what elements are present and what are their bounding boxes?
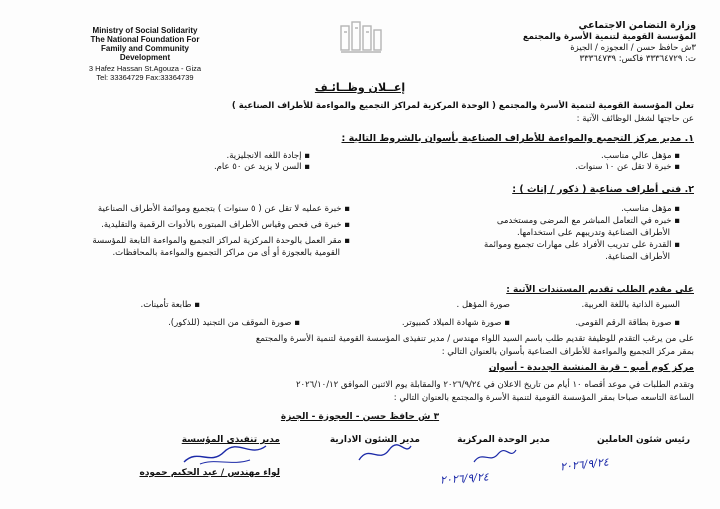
list-item: ▪ السن لا يزيد عن ٥٠ عام. xyxy=(214,162,310,173)
list-item: ▪ خبرة عمليه لا تقل عن ( ٥ سنوات ) بتجميع وموائمة الأطراف الصناعية xyxy=(92,203,350,215)
list-item: ▪ مقر العمل بالوحدة المركزية لمراكز التجميع والمواءمة التابعة للمؤسسة xyxy=(92,235,350,247)
docs-row2-c1: ▪ صورة بطاقة الرقم القومى. xyxy=(575,318,680,329)
list-item-cont: القومية بالعجوزة أو أى من مراكز التجميع والمواءمة بالمحافظات. xyxy=(112,248,340,258)
apply-line1: على من يرغب التقدم للوظيفة تقديم طلب باسم السيد اللواء مهندس / مدير تنفيذى المؤسسة القومية لتنمية الأسرة والمجتمع xyxy=(255,334,694,344)
handwritten-signature xyxy=(355,440,415,468)
section1-left xyxy=(214,151,310,173)
page-title: إعــلان وظــائـف xyxy=(314,81,406,94)
intro-line2: عن حاجتها لشغل الوظائف الآتية : xyxy=(576,114,694,124)
signature-executive: مدير تنفيذى المؤسسة xyxy=(181,435,280,445)
apply-deadline1: وتقدم الطلبات في موعد أقصاه ١٠ أيام من تاريخ الاعلان في ٢٠٢٦/٩/٢٤ والمقابلة يوم الاثنين الموافق ٢٠٢٦/١٠/١٢ xyxy=(295,380,694,390)
header-ar-line4: ت: ٣٣٣٦٤٧٢٩ فاكس: ٣٣٣٦٤٧٣٩ xyxy=(579,54,696,64)
header-ar xyxy=(523,20,696,65)
handwritten-date-2: ٢٠٢٦/٩/٢٤ xyxy=(439,470,490,487)
signature-admin: مدير الشئون الادارية xyxy=(329,435,420,445)
list-item: ▪ خبره في التعامل المباشر مع المرضى ومستخدمى xyxy=(484,215,680,227)
list-item-cont: الأطراف الصناعية وتدريبهم على استخدامها. xyxy=(517,228,670,238)
docs-row2-c3: ▪ صورة الموقف من التجنيد (للذكور). xyxy=(168,318,300,329)
list-item: ▪ إجادة اللغه الانجليزية. xyxy=(214,151,310,162)
list-item: ▪ القدرة على تدريب الأفراد على مهارات تجميع وموائمة xyxy=(484,239,680,251)
apply-address: مركز كوم أمبو - قرية المنشية الجديدة - أسوان xyxy=(488,363,694,373)
handwritten-date-1: ٢٠٢٦/٩/٢٤ xyxy=(559,455,610,474)
section2-left xyxy=(92,203,350,259)
docs-row2-c2: ▪ صورة شهادة الميلاد كمبيوتر. xyxy=(402,318,510,329)
docs-row1-c3: ▪ طابعة تأمينات. xyxy=(141,300,200,311)
section2-right xyxy=(484,203,680,263)
list-item: ▪ مؤهل مناسب. xyxy=(484,203,680,215)
header-en-address: 3 Hafez Hassan St.Agouza - Giza xyxy=(88,64,202,73)
foundation-logo xyxy=(338,18,384,58)
header-ar-line3: ٣ش حافظ حسن / العجوزه / الجيزة xyxy=(570,43,696,53)
header-en-phones: Tel: 33364729 Fax:33364739 xyxy=(96,73,194,82)
section1-heading: ١. مدير مركز التجميع والمواءمة للأطراف الصناعية بأسوان بالشروط التالية : xyxy=(341,133,694,144)
apply-deadline2: الساعة التاسعه صباحا بمقر المؤسسة القومية لتنمية الأسرة والمجتمع بالعنوان التالي : xyxy=(393,393,694,403)
handwritten-signature xyxy=(470,446,520,468)
section2-heading: ٢. فنى أطراف صناعية ( ذكور / إناث ) : xyxy=(512,184,694,195)
signature-executive-name: لواء مهندس / عبد الحكيم حموده xyxy=(139,468,280,478)
header-en xyxy=(60,26,230,62)
hq-address: ٣ ش حافظ حسن - العجوزة - الجيزة xyxy=(280,412,440,422)
header-en-line2: The National Foundation For xyxy=(90,35,200,44)
header-en-line1: Ministry of Social Solidarity xyxy=(92,26,198,35)
signature-hr: رئيس شئون العاملين xyxy=(596,435,690,445)
header-en-contact xyxy=(60,64,230,82)
docs-row1-c2: صورة المؤهل . xyxy=(456,300,510,310)
header-en-line4: Development xyxy=(119,53,171,62)
intro-line1: تعلن المؤسسة القومية لتنمية الأسرة والمجتمع ( الوحدة المركزية لمراكز التجميع والمواءمة للأطراف الصناعية ) xyxy=(231,101,694,111)
list-item-cont: الأطراف الصناعية. xyxy=(605,252,670,262)
signature-central-unit: مدير الوحدة المركزية xyxy=(457,435,550,445)
docs-heading: على مقدم الطلب تقديم المستندات الآتية : xyxy=(506,285,694,295)
list-item: ▪ خبرة فى فحص وقياس الأطراف المبتوره بالأدوات الرقمية والتقليدية. xyxy=(92,219,350,231)
header-en-line3: Family and Community xyxy=(100,44,189,53)
list-item: ▪ مؤهل عالي مناسب. xyxy=(575,151,680,162)
list-item: ▪ خبرة لا تقل عن ١٠ سنوات. xyxy=(575,162,680,173)
section1-right xyxy=(575,151,680,173)
docs-row1-c1: السيرة الذاتية باللغة العربية. xyxy=(581,300,680,310)
header-ar-line1: وزارة التضامن الاجتماعي xyxy=(578,20,696,31)
handwritten-signature xyxy=(180,440,270,470)
apply-line2: بمقر مركز التجميع والمواءمة للأطراف الصناعية بأسوان بالعنوان التالي : xyxy=(441,347,694,357)
header-ar-line2: المؤسسة القومية لتنمية الأسرة والمجتمع xyxy=(522,32,696,42)
